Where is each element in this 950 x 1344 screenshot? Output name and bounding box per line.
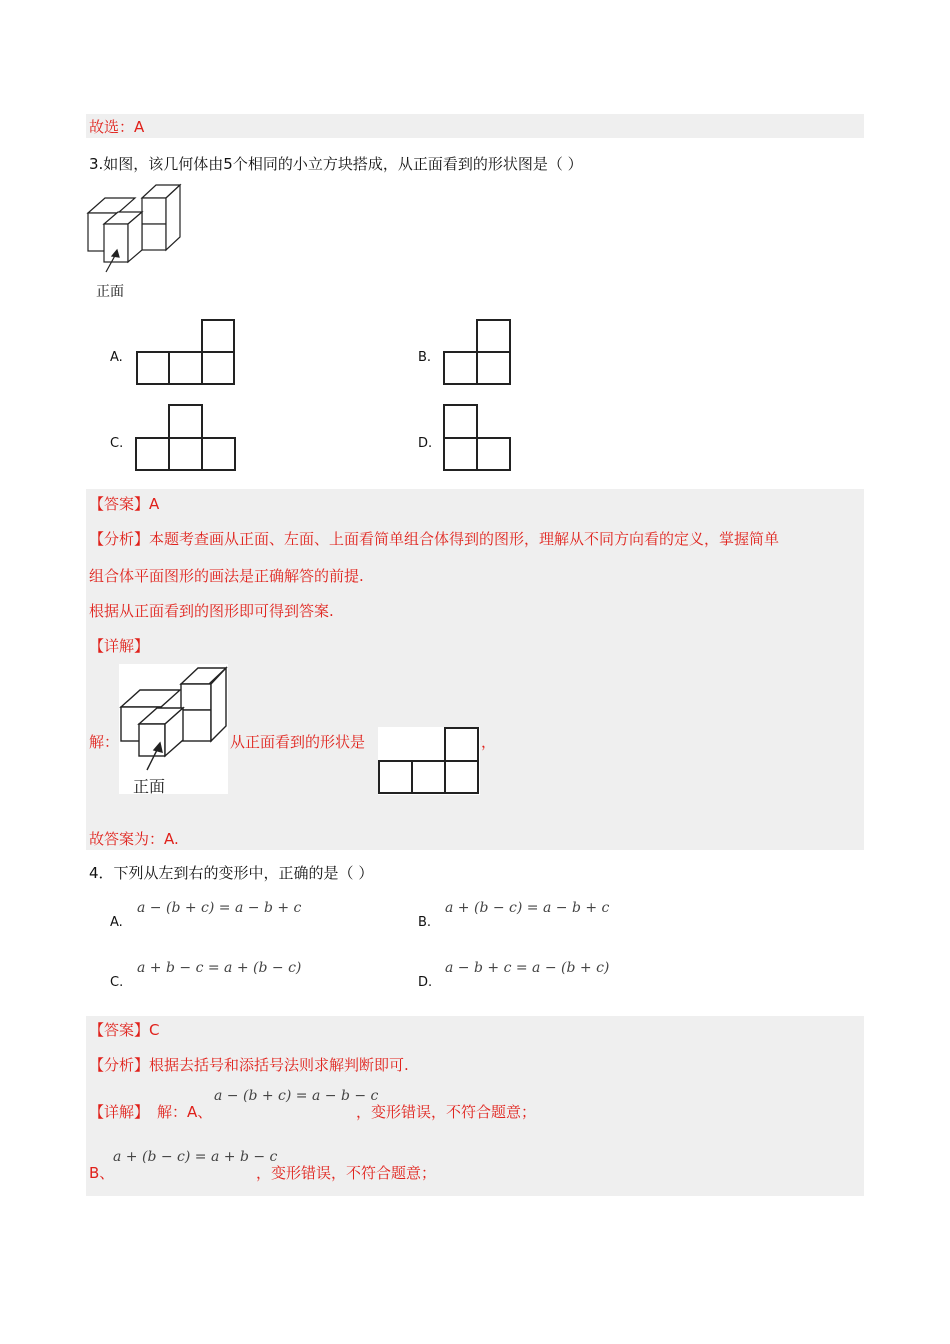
- q4-detail-b-suffix: ，变形错误，不符合题意；: [256, 1164, 437, 1182]
- q4-option-a-expr[interactable]: a − (b + c) = a − b + c: [137, 900, 302, 916]
- q3-option-a-figure[interactable]: [136, 319, 236, 385]
- q3-question: 3.如图，该几何体由5个相同的小立方块搭成，从正面看到的形状图是（ ）: [89, 155, 583, 173]
- q3-analysis-line1: 【分析】本题考查画从正面、左面、上面看简单组合体得到的图形，理解从不同方向看的定义，掌握简单: [89, 530, 780, 548]
- q3-solid-figure: [84, 182, 184, 294]
- q4-option-c-expr[interactable]: a + b − c = a + (b − c): [137, 960, 302, 976]
- q3-final-answer: 故答案为：A.: [89, 830, 179, 848]
- q4-detail-b-prefix: B、: [89, 1164, 115, 1182]
- q4-option-c-letter[interactable]: C.: [110, 975, 124, 990]
- q3-detail-solid-figure: [119, 664, 228, 794]
- q3-detail-figure-label: 正面: [133, 777, 166, 796]
- q4-option-d-expr[interactable]: a − b + c = a − (b + c): [445, 960, 610, 976]
- q4-option-b-letter[interactable]: B.: [418, 915, 432, 930]
- q3-detail-prefix: 解：: [89, 733, 120, 751]
- q4-option-a-letter[interactable]: A.: [110, 915, 123, 930]
- q3-option-b-letter[interactable]: B.: [418, 350, 432, 365]
- q4-option-d-letter[interactable]: D.: [418, 975, 433, 990]
- prev-answer-block: [86, 114, 864, 138]
- q4-detail-a-prefix: 解：A、: [157, 1103, 213, 1121]
- q3-detail-heading: 【详解】: [89, 637, 150, 655]
- q4-detail-a-expr: a − (b + c) = a − b − c: [214, 1088, 379, 1104]
- q3-option-d-letter[interactable]: D.: [418, 436, 433, 451]
- q3-detail-front-view: [378, 727, 480, 795]
- prev-conclusion: 故选：A: [89, 118, 145, 136]
- q4-option-b-expr[interactable]: a + (b − c) = a − b + c: [445, 900, 610, 916]
- q4-detail-b-expr: a + (b − c) = a + b − c: [113, 1149, 278, 1165]
- q3-option-c-letter[interactable]: C.: [110, 436, 124, 451]
- q3-detail-suffix: ，: [481, 733, 497, 751]
- q3-option-a-letter[interactable]: A.: [110, 350, 123, 365]
- q3-option-d-figure[interactable]: [443, 404, 513, 471]
- q3-analysis-line2: 组合体平面图形的画法是正确解答的前提.: [89, 567, 364, 585]
- q4-detail-a-suffix: ，变形错误，不符合题意；: [356, 1103, 537, 1121]
- q3-figure-label: 正面: [96, 284, 124, 300]
- q3-option-b-figure[interactable]: [443, 319, 513, 385]
- q3-option-c-figure[interactable]: [135, 404, 238, 471]
- q3-answer: 【答案】A: [89, 495, 160, 513]
- q4-detail-heading: 【详解】: [89, 1103, 150, 1121]
- q4-answer: 【答案】C: [89, 1021, 160, 1039]
- q4-analysis: 【分析】根据去括号和添括号法则求解判断即可.: [89, 1056, 409, 1074]
- q4-question: 4．下列从左到右的变形中，正确的是（ ）: [89, 864, 374, 882]
- q3-detail-mid: 从正面看到的形状是: [230, 733, 366, 751]
- q3-analysis-line3: 根据从正面看到的图形即可得到答案.: [89, 602, 334, 620]
